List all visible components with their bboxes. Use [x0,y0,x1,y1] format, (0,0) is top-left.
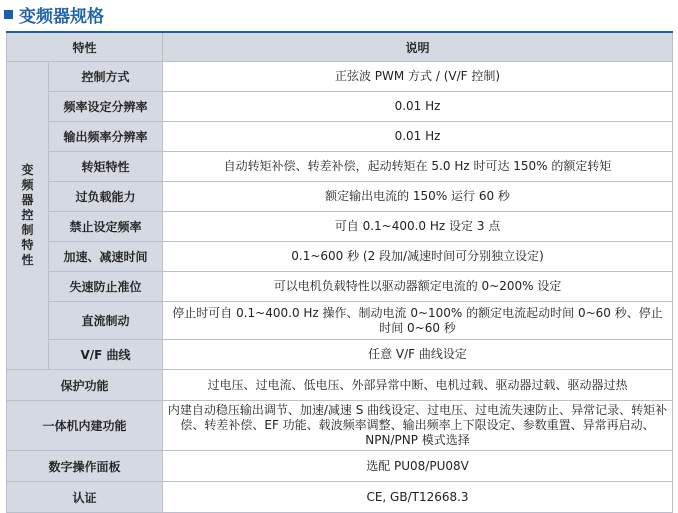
table-header-row [7,32,673,62]
row-value: 0.01 Hz [163,92,673,122]
table-row [7,242,673,272]
table-row [7,302,673,340]
row-value: 过电压、过电流、低电压、外部异常中断、电机过载、驱动器过载、驱动器过热 [163,370,673,401]
table-row [7,340,673,370]
section-title-text: 变频器规格 [19,6,104,27]
group-label: 变频器控制特性 [21,163,34,267]
row-label: 频率设定分辨率 [49,92,163,122]
row-value: 0.01 Hz [163,122,673,152]
row-label: 过负载能力 [49,182,163,212]
header-description: 说明 [163,32,673,62]
row-value: 可以电机负载特性以驱动器额定电流的 0~200% 设定 [163,272,673,302]
spec-table [6,31,673,513]
row-label: 数字操作面板 [7,451,163,482]
row-label: 直流制动 [49,302,163,340]
row-label: 加速、减速时间 [49,242,163,272]
header-feature: 特性 [7,32,163,62]
table-row [7,212,673,242]
section-title [4,2,104,26]
row-value: 正弦波 PWM 方式 / (V/F 控制) [163,62,673,92]
row-label: 禁止设定频率 [49,212,163,242]
table-row [7,92,673,122]
row-label: 控制方式 [49,62,163,92]
row-value: 自动转矩补偿、转差补偿，起动转矩在 5.0 Hz 时可达 150% 的额定转矩 [163,152,673,182]
row-label: 输出频率分辨率 [49,122,163,152]
row-value: 停止时可自 0.1~400.0 Hz 操作、制动电流 0~100% 的额定电流起动时间 0~60 秒、停止时间 0~60 秒 [163,302,673,340]
row-label: V/F 曲线 [49,340,163,370]
group-label-cell [7,62,49,370]
table-row [7,62,673,92]
row-value: 任意 V/F 曲线设定 [163,340,673,370]
row-value: 内建自动稳压输出调节、加速/减速 S 曲线设定、过电压、过电流失速防止、异常记录、转矩补偿、转差补偿、EF 功能、载波频率调整、输出频率上下限设定、参数重置、异常再启动、NPN/PNP 模式选择 [163,401,673,451]
row-value: 额定输出电流的 150% 运行 60 秒 [163,182,673,212]
row-label: 保护功能 [7,370,163,401]
table-row [7,482,673,513]
table-row [7,401,673,451]
table-row [7,182,673,212]
row-value: 0.1~600 秒 (2 段加/减速时间可分别独立设定) [163,242,673,272]
row-label: 认证 [7,482,163,513]
row-label: 失速防止准位 [49,272,163,302]
row-value: CE, GB/T12668.3 [163,482,673,513]
row-label: 转矩特性 [49,152,163,182]
row-value: 选配 PU08/PU08V [163,451,673,482]
table-row [7,272,673,302]
table-row [7,370,673,401]
row-value: 可自 0.1~400.0 Hz 设定 3 点 [163,212,673,242]
row-label: 一体机内建功能 [7,401,163,451]
table-row [7,152,673,182]
table-row [7,122,673,152]
title-square-icon [4,10,13,19]
table-row [7,451,673,482]
